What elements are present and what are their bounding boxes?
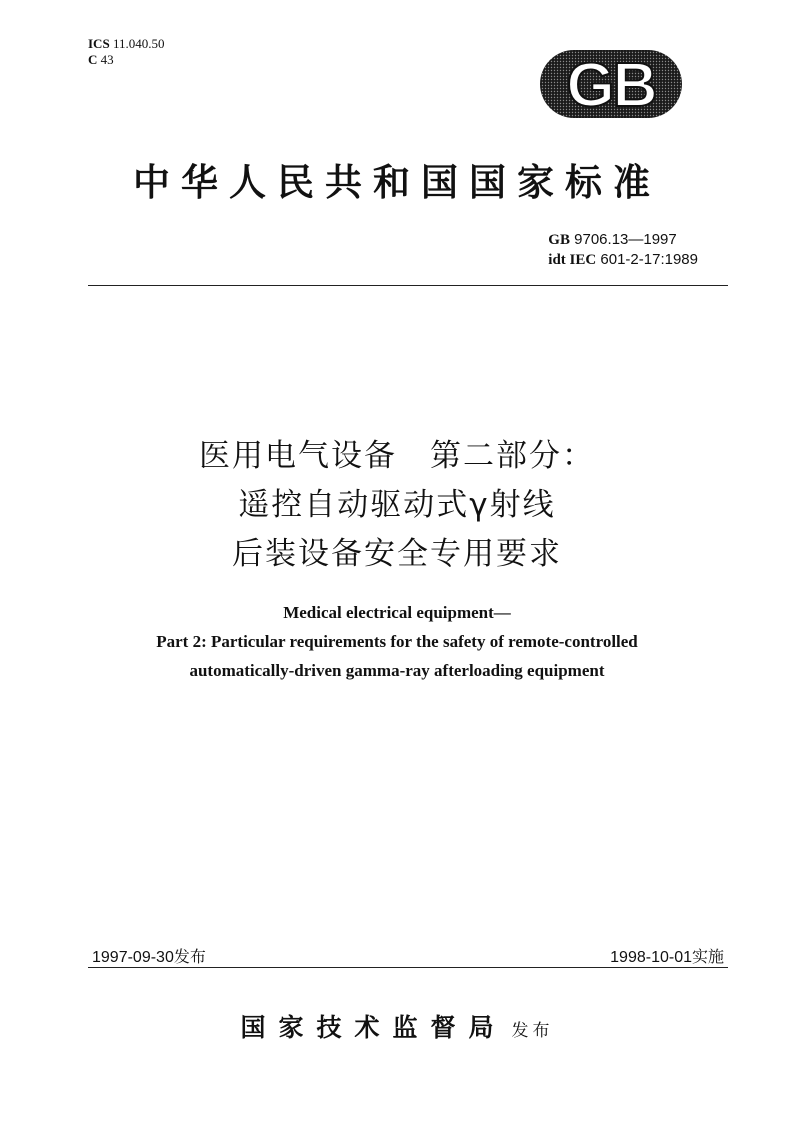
gb-label: GB [548, 232, 570, 248]
ccs-line [88, 52, 164, 68]
gb-logo-text: GB [566, 51, 656, 120]
ccs-code: 43 [100, 52, 114, 67]
english-title-line-3: automatically-driven gamma-ray afterloading equipment [189, 661, 605, 680]
idt-number-line [548, 250, 698, 270]
gb-number-line [548, 230, 698, 250]
chinese-title [0, 432, 794, 579]
ics-code: 11.040.50 [112, 36, 165, 51]
idt-number: 601-2-17:1989 [600, 251, 698, 268]
issue-date: 1997-09-30发布 [92, 949, 206, 966]
english-title-line-2: Part 2: Particular requirements for the safety of remote-controlled [156, 632, 638, 651]
standard-number [548, 230, 698, 270]
classification-codes [88, 36, 164, 68]
organization-title: 中华人民共和国国家标准 [133, 161, 661, 204]
publisher [0, 1008, 794, 1044]
effective-date: 1998-10-01实施 [610, 949, 724, 966]
english-title-line-1: Medical electrical equipment— [283, 603, 511, 622]
ics-line [88, 36, 164, 52]
chinese-title-line-1: 医用电气设备 第二部分： [199, 438, 595, 474]
header-divider [88, 285, 728, 286]
footer-divider [88, 967, 728, 968]
chinese-title-line-3: 后装设备安全专用要求 [232, 536, 562, 572]
english-title [0, 598, 794, 685]
ccs-label: C [88, 52, 98, 67]
chinese-title-line-2: 遥控自动驱动式γ射线 [238, 487, 556, 523]
ics-label: ICS [88, 36, 110, 51]
gb-number: 9706.13—1997 [574, 231, 677, 248]
publisher-name: 国家技术监督局 [240, 1013, 507, 1042]
idt-label: idt IEC [548, 252, 597, 268]
gb-logo [538, 48, 684, 120]
publisher-suffix: 发布 [511, 1021, 554, 1041]
